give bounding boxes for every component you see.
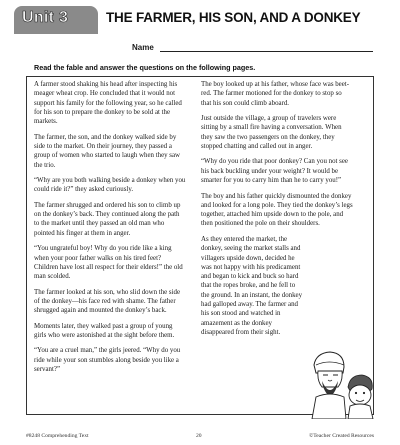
story-paragraph: A farmer stood shaking his head after inspecting his meager wheat crop. He concluded that it would not support his family for the following year, so he called for his son to prepare the donkey to be sold at the markets. xyxy=(34,81,182,126)
story-paragraph: “You are a cruel man,” the girls jeered. “Why do you ride while your son stumbles along beside you like a servant?” xyxy=(34,347,181,374)
farmer-and-son-illustration xyxy=(310,347,376,419)
page-title: THE FARMER, HIS SON, AND A DONKEY xyxy=(106,10,361,25)
instructions: Read the fable and answer the questions on the following pages. xyxy=(34,63,256,72)
story-paragraph: “You ungrateful boy! Why do you ride like a king when your poor father walks on his tired feet? Children have lost all respect for their elders!” the old man scolded. xyxy=(34,245,183,281)
story-paragraph: Just outside the village, a group of travelers were sitting by a small fire having a conversation. When they saw the two passengers on the donkey, they stopped chatting and called out in anger. xyxy=(201,115,342,150)
story-paragraph: “Why do you ride that poor donkey? Can you not see his back buckling under your weight? It would be smarter for you to carry him than he to carry you!” xyxy=(201,158,348,185)
footer-book-code: #8248 Comprehending Text xyxy=(26,433,89,439)
story-column-left xyxy=(34,80,186,381)
name-label: Name xyxy=(132,43,154,52)
story-paragraph: Moments later, they walked past a group of young girls who were astonished at the sight before them. xyxy=(34,322,175,339)
story-paragraph: “Why are you both walking beside a donkey when you could ride it?” they asked curiously. xyxy=(34,177,186,194)
story-paragraph: The farmer shrugged and ordered his son to climb up on the donkey’s back. They continued along the path to the market until they passed an old man who pointed his finger at them in anger. xyxy=(34,201,181,237)
unit-label: Unit 3 xyxy=(22,9,69,26)
story-paragraph: The farmer looked at his son, who slid down the side of the donkey—his face red with shame. The father shrugged again and mounted the donkey’s back. xyxy=(34,288,181,315)
footer-page-number: 20 xyxy=(196,433,202,439)
name-field-line[interactable] xyxy=(160,51,373,52)
story-column-right xyxy=(201,80,353,343)
story-paragraph: The boy and his father quickly dismounted the donkey and looked for a long pole. They tied the donkey’s legs together, attached him upside down to the pole, and then positioned the pole on their shoulders. xyxy=(201,192,353,228)
story-paragraph: As they entered the market, the donkey, seeing the market stalls and villagers upside down, decided he was not happy with his predicament and began to kick and buck so hard that the ropes broke, and he fell to the ground. In an instant, the donkey had galloped away. The farmer and his son stood and watched in amazement as the donkey disappeared from their sight. xyxy=(201,235,303,336)
footer-publisher: ©Teacher Created Resources xyxy=(308,433,374,439)
story-paragraph: The farmer, the son, and the donkey walked side by side to the market. On their journey, they passed a group of women who started to laugh when they saw the trio. xyxy=(34,133,181,169)
story-paragraph: The boy looked up at his father, whose face was beet-red. The farmer motioned for the donkey to stop so that his son could climb aboard. xyxy=(201,81,350,107)
